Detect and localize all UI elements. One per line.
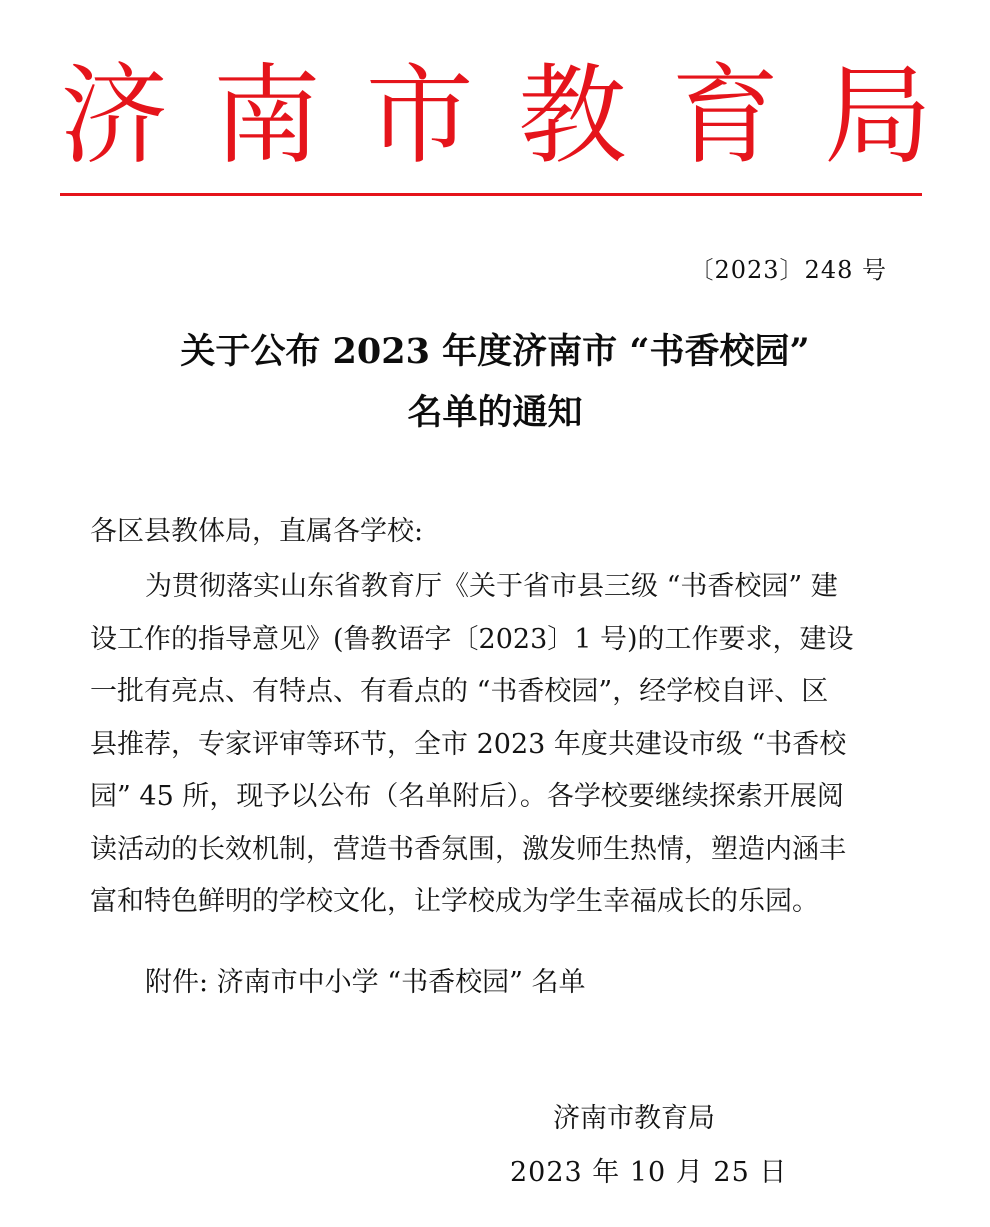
body-paragraph — [90, 561, 900, 929]
body-line: 一批有亮点、有特点、有看点的 “书香校园”，经学校自评、区 — [90, 676, 829, 707]
notice-title-line-1: 关于公布 2023 年度济南市 “书香校园” — [180, 331, 810, 372]
header-char: 济 — [60, 54, 169, 179]
body-line: 富和特色鲜明的学校文化，让学校成为学生幸福成长的乐园。 — [90, 886, 819, 917]
body-line: 园” 45 所，现予以公布（名单附后）。各学校要继续探索开展阅 — [90, 781, 844, 812]
body-line: 读活动的长效机制，营造书香氛围，激发师生热情，塑造内涵丰 — [90, 833, 846, 865]
header-divider — [60, 193, 922, 196]
signature-issuer: 济南市教育局 — [553, 1103, 715, 1134]
body-line: 设工作的指导意见》(鲁教语字〔2023〕1 号)的工作要求，建设 — [90, 623, 854, 655]
header-char: 南 — [212, 54, 321, 179]
notice-title-line-2: 名单的通知 — [407, 392, 583, 433]
issuer-header — [60, 52, 932, 182]
attachment-note: 附件: 济南市中小学 “书香校园” 名单 — [145, 967, 586, 998]
document-number: 〔2023〕248 号 — [689, 256, 887, 284]
issue-date: 2023 年 10 月 25 日 — [510, 1157, 788, 1188]
body-line: 县推荐，专家评审等环节，全市 2023 年度共建设市级 “书香校 — [90, 728, 847, 760]
body-line: 为贯彻落实山东省教育厅《关于省市县三级 “书香校园” 建 — [145, 571, 838, 602]
salutation: 各区县教体局，直属各学校: — [90, 516, 424, 547]
header-char: 局 — [823, 54, 932, 179]
header-char: 教 — [518, 54, 627, 179]
header-char: 育 — [671, 54, 780, 179]
header-char: 市 — [365, 54, 474, 179]
